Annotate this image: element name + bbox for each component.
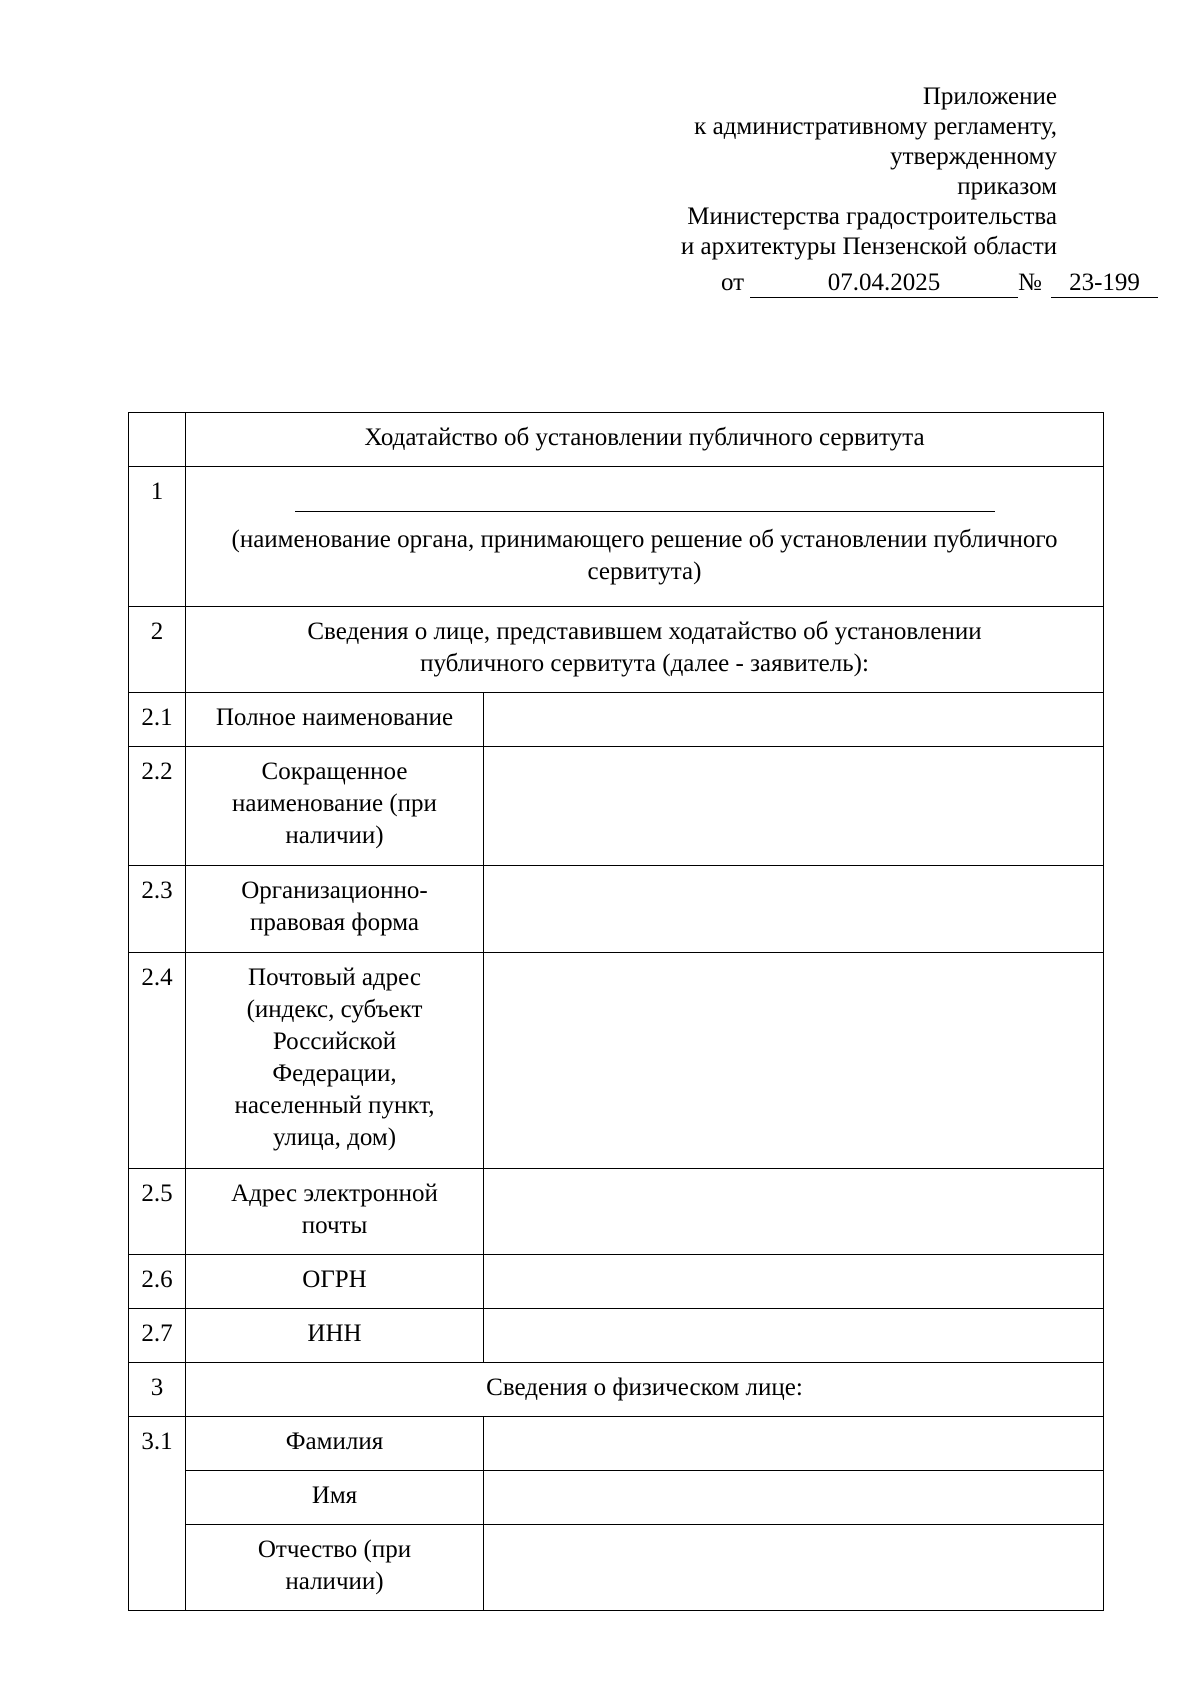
row-number: 2.4 (129, 953, 186, 1169)
row-number: 2.5 (129, 1169, 186, 1255)
row-number: 3.1 (129, 1417, 186, 1611)
individual-section-heading: Сведения о физическом лице: (186, 1363, 1104, 1417)
inn-value[interactable] (484, 1309, 1104, 1363)
header-line: к административному регламенту, (694, 113, 1057, 140)
field-label: Фамилия (186, 1417, 484, 1471)
legal-form-value[interactable] (484, 866, 1104, 953)
table-row (129, 413, 1104, 467)
header-line: и архитектуры Пензенской области (680, 233, 1057, 260)
table-row (129, 467, 1104, 607)
header-line: Министерства градостроительства (687, 203, 1057, 230)
date-prefix: от (721, 269, 745, 296)
field-label: ОГРН (186, 1255, 484, 1309)
row-number: 1 (129, 467, 186, 607)
surname-value[interactable] (484, 1417, 1104, 1471)
petition-form-table (128, 412, 1104, 1611)
field-label: Сокращенное наименование (при наличии) (186, 747, 484, 866)
field-label: Организационно-правовая форма (186, 866, 484, 953)
table-row (129, 1417, 1104, 1471)
table-row (129, 607, 1104, 693)
row-number: 2.2 (129, 747, 186, 866)
header-line: Приложение (922, 83, 1057, 110)
field-label: Отчество (при наличии) (186, 1525, 484, 1611)
field-label: Адрес электронной почты (186, 1169, 484, 1255)
row-number: 2 (129, 607, 186, 693)
first-name-value[interactable] (484, 1471, 1104, 1525)
header-line: утвержденному (890, 143, 1057, 170)
table-row (129, 1309, 1104, 1363)
table-row (129, 1363, 1104, 1417)
table-row (129, 866, 1104, 953)
row-number: 2.1 (129, 693, 186, 747)
patronymic-value[interactable] (484, 1525, 1104, 1611)
email-value[interactable] (484, 1169, 1104, 1255)
field-label: Почтовый адрес (индекс, субъект Российской Федерации, населенный пункт, улица, дом) (186, 953, 484, 1169)
field-label: Имя (186, 1471, 484, 1525)
authority-name-caption: (наименование органа, принимающего решение об установлении публичного сервитута) (231, 526, 1058, 585)
order-number: 23-199 (1051, 268, 1158, 298)
short-name-value[interactable] (484, 747, 1104, 866)
authority-name-line (295, 510, 995, 512)
table-row (129, 693, 1104, 747)
table-row (129, 1471, 1104, 1525)
order-date: 07.04.2025 (750, 268, 1018, 298)
number-prefix: № (1018, 269, 1042, 296)
row-number: 3 (129, 1363, 186, 1417)
form-title: Ходатайство об установлении публичного сервитута (186, 413, 1104, 467)
applicant-section-heading: Сведения о лице, представившем ходатайство об установлении публичного сервитута (далее - заявитель): (186, 607, 1104, 693)
row-number: 2.7 (129, 1309, 186, 1363)
row-number: 2.3 (129, 866, 186, 953)
full-name-value[interactable] (484, 693, 1104, 747)
table-row (129, 1255, 1104, 1309)
field-label: ИНН (186, 1309, 484, 1363)
ogrn-value[interactable] (484, 1255, 1104, 1309)
authority-name-cell[interactable] (186, 467, 1104, 607)
table-row (129, 747, 1104, 866)
postal-address-value[interactable] (484, 953, 1104, 1169)
header-line: приказом (957, 173, 1057, 200)
field-label: Полное наименование (186, 693, 484, 747)
table-row (129, 1169, 1104, 1255)
appendix-header (681, 82, 1057, 262)
row-number: 2.6 (129, 1255, 186, 1309)
table-row (129, 953, 1104, 1169)
table-row (129, 1525, 1104, 1611)
